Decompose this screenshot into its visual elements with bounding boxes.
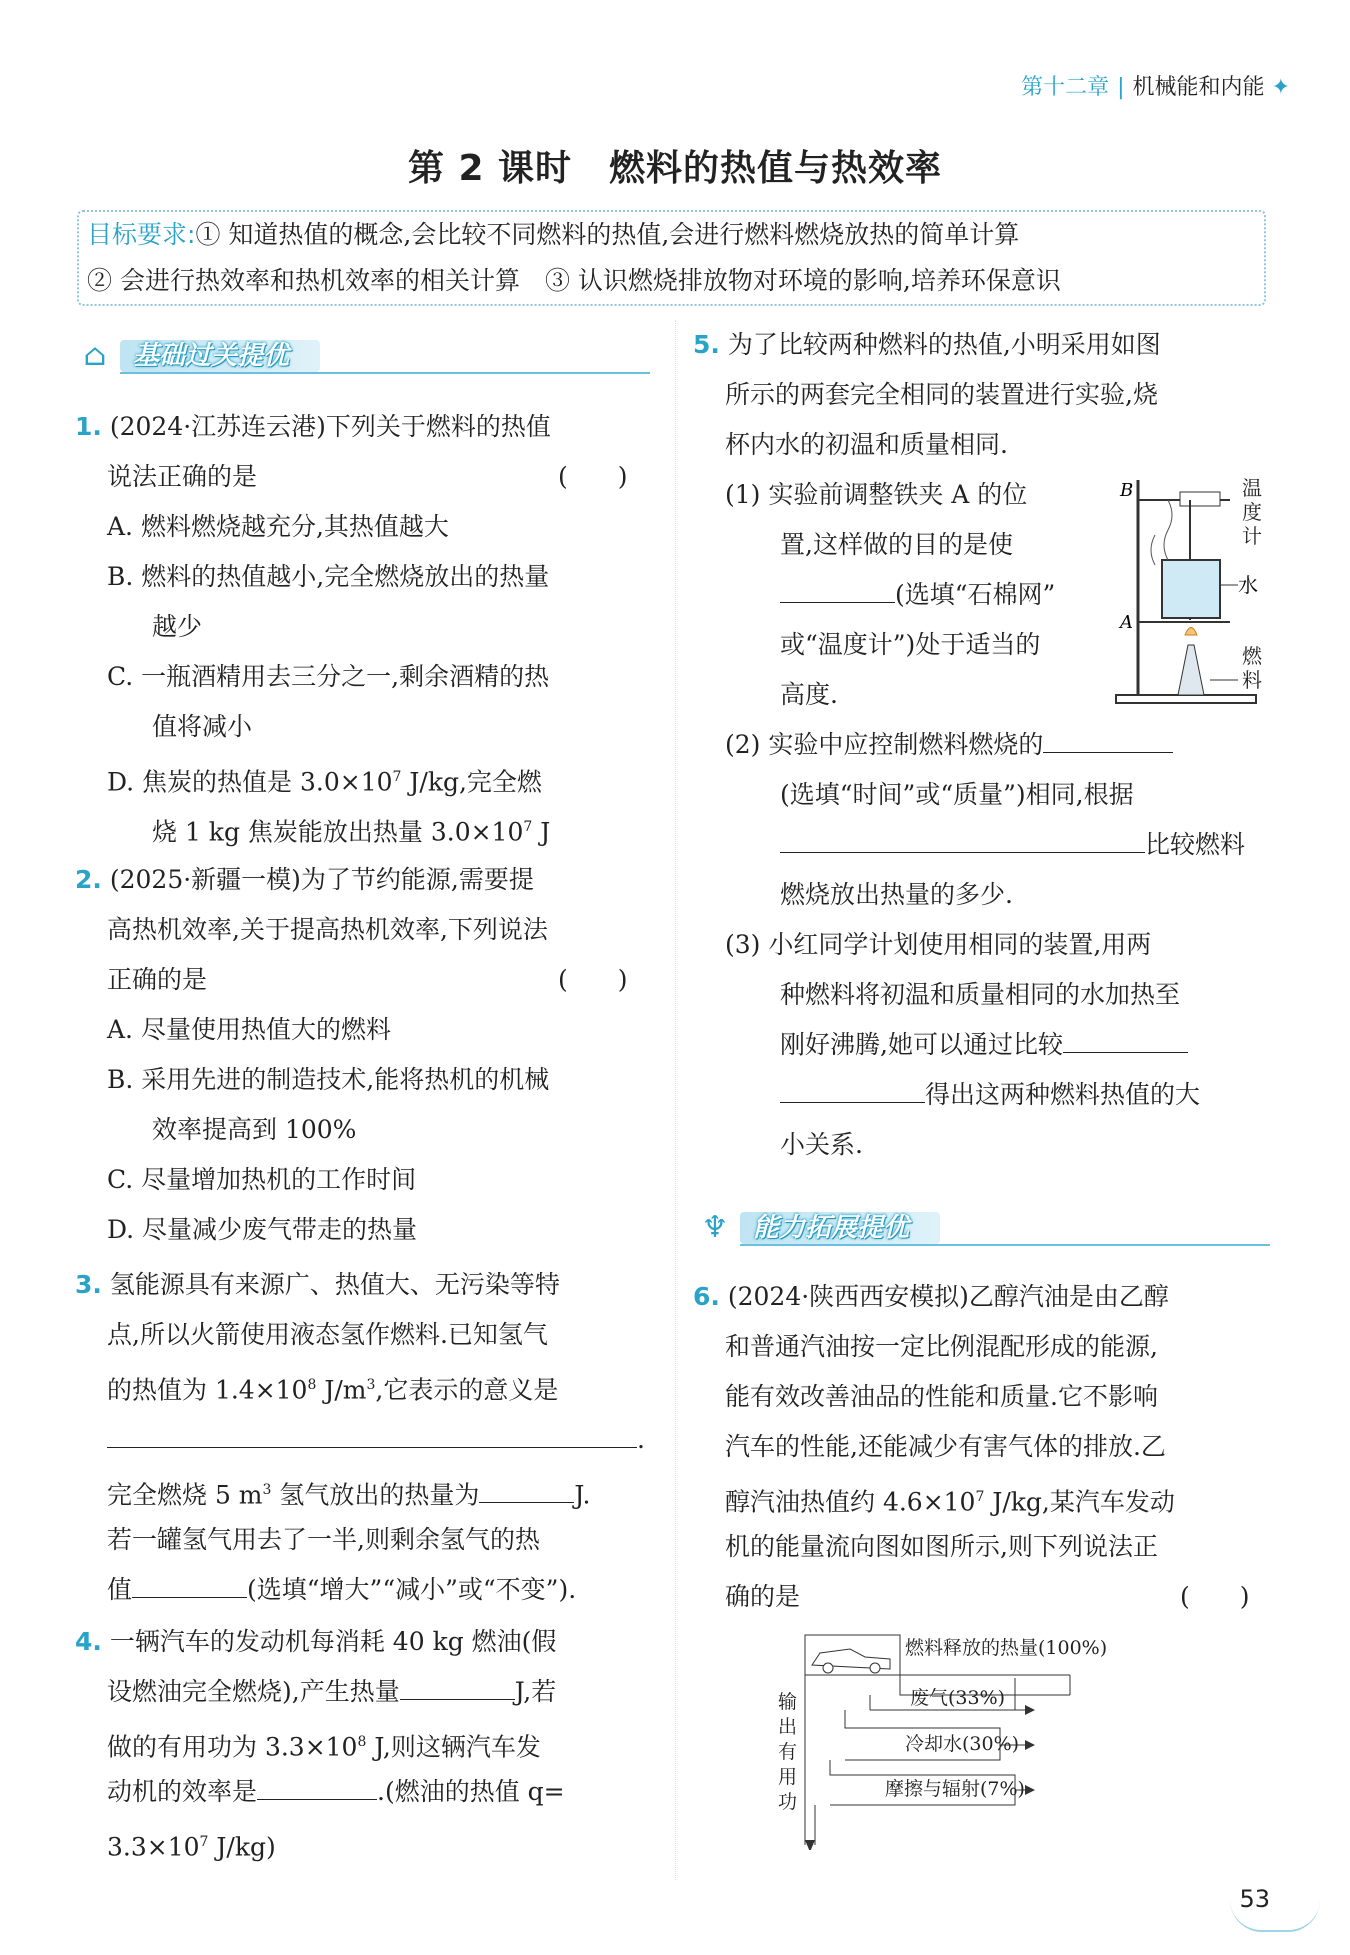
flow-exhaust-label: 废气(33%) bbox=[910, 1687, 1006, 1709]
flow-friction-label: 摩擦与辐射(7%) bbox=[885, 1778, 1025, 1800]
q6-stem-2: 和普通汽油按一定比例混配形成的能源, bbox=[725, 1332, 1158, 1361]
label-thermometer: 温度计 bbox=[1242, 476, 1262, 548]
q3-stem-1: 氢能源具有来源广、热值大、无污染等特 bbox=[109, 1270, 560, 1299]
q5-part1-d: 或“温度计”)处于适当的 bbox=[780, 630, 1041, 659]
q2-option-c: C. 尽量增加热机的工作时间 bbox=[107, 1165, 417, 1194]
flow-useful-label: 输出有用功 bbox=[778, 1691, 798, 1813]
goals-box bbox=[77, 210, 1266, 306]
q1-option-b-1: B. 燃料的热值越小,完全燃烧放出的热量 bbox=[107, 562, 550, 591]
q2-stem-2: 高热机效率,关于提高热机效率,下列说法 bbox=[107, 915, 548, 944]
flow-total-label: 燃料释放的热量(100%) bbox=[905, 1637, 1108, 1659]
q2-option-a: A. 尽量使用热值大的燃料 bbox=[107, 1015, 391, 1044]
q6-stem-6: 机的能量流向图如图所示,则下列说法正 bbox=[725, 1532, 1158, 1561]
section-header-advanced bbox=[695, 1210, 1270, 1246]
q4-stem-4: 动机的效率是 .(燃油的热值 q= bbox=[107, 1767, 565, 1817]
section-rule bbox=[120, 372, 650, 374]
q6-stem-4: 汽车的性能,还能减少有害气体的排放.乙 bbox=[725, 1432, 1166, 1461]
q1-option-c-2: 值将减小 bbox=[152, 712, 253, 741]
q5-blank-2[interactable] bbox=[1043, 724, 1173, 753]
column-divider bbox=[675, 320, 676, 1880]
q4-blank-heat[interactable] bbox=[400, 1671, 515, 1700]
q5-part1-c: (选填“石棉网” bbox=[780, 570, 1055, 620]
goal-1: ① 知道热值的概念,会比较不同燃料的热值,会进行燃料燃烧放热的简单计算 bbox=[195, 220, 1020, 249]
q6-stem-7: 确的是 bbox=[725, 1582, 801, 1611]
q4-stem-1: 一辆汽车的发动机每消耗 40 kg 燃油(假 bbox=[109, 1627, 557, 1656]
q5-blank-5[interactable] bbox=[780, 1074, 925, 1103]
q1-option-d-2: 烧 1 kg 焦炭能放出热量 $3.0\times 10^7$ J bbox=[152, 817, 551, 847]
q3-stem-4: . bbox=[107, 1415, 645, 1465]
q6-stem-1: (2024·陕西西安模拟)乙醇汽油是由乙醇 bbox=[727, 1282, 1169, 1311]
flow-cooling-label: 冷却水(30%) bbox=[905, 1733, 1020, 1755]
q5-line-1 bbox=[693, 320, 1161, 370]
q5-part1-b: 置,这样做的目的是使 bbox=[780, 530, 1013, 559]
q6-stem-5: 醇汽油热值约 $4.6\times 10^7$ J/kg,某汽车发动 bbox=[725, 1487, 1175, 1517]
q6-number: 6. bbox=[693, 1282, 720, 1311]
q5-part2-b: (选填“时间”或“质量”)相同,根据 bbox=[780, 780, 1134, 809]
section-title: 基础过关提优 bbox=[133, 341, 290, 371]
house-icon: ⌂ bbox=[83, 338, 107, 373]
section-title: 能力拓展提优 bbox=[753, 1213, 910, 1243]
q2-option-b-1: B. 采用先进的制造技术,能将热机的机械 bbox=[107, 1065, 550, 1094]
q5-stem-2: 所示的两套完全相同的装置进行实验,烧 bbox=[725, 380, 1158, 409]
page-swoosh bbox=[1230, 1900, 1320, 1932]
goals-line-2: ② 会进行热效率和热机效率的相关计算 ③ 认识燃烧排放物对环境的影响,培养环保意识 bbox=[87, 266, 1061, 295]
q5-part1-a: (1) 实验前调整铁夹 A 的位 bbox=[725, 480, 1028, 509]
section-label: 机械能和内能 bbox=[1132, 75, 1265, 100]
q1-number: 1. bbox=[75, 412, 102, 441]
q5-stem-3: 杯内水的初温和质量相同. bbox=[725, 430, 1008, 459]
q5-blank-4[interactable] bbox=[1063, 1024, 1188, 1053]
q5-part3-b: 种燃料将初温和质量相同的水加热至 bbox=[780, 980, 1181, 1009]
label-fuel: 燃料 bbox=[1242, 644, 1262, 692]
q2-stem-3: 正确的是 bbox=[107, 965, 208, 994]
q3-stem-7: 值 (选填“增大”“减小”或“不变”). bbox=[107, 1565, 576, 1615]
q5-stem-1: 为了比较两种燃料的热值,小明采用如图 bbox=[727, 330, 1161, 359]
label-water: 水 bbox=[1238, 573, 1258, 597]
q3-stem-2: 点,所以火箭使用液态氢作燃料.已知氢气 bbox=[107, 1320, 548, 1349]
q1-line-1 bbox=[75, 402, 551, 452]
q5-part3-c: 刚好沸腾,她可以通过比较 bbox=[780, 1020, 1188, 1070]
q6-answer-paren[interactable]: ( ) bbox=[1180, 1582, 1250, 1611]
q3-line-1 bbox=[75, 1260, 560, 1310]
q1-option-b-2: 越少 bbox=[152, 612, 203, 641]
q3-number: 3. bbox=[75, 1270, 102, 1299]
q3-blank-heat[interactable] bbox=[479, 1474, 574, 1503]
q3-stem-6: 若一罐氢气用去了一半,则剩余氢气的热 bbox=[107, 1525, 540, 1554]
goals-label: 目标要求: bbox=[87, 220, 196, 249]
section-rule bbox=[740, 1244, 1270, 1246]
q5-part2-a: (2) 实验中应控制燃料燃烧的 bbox=[725, 720, 1173, 770]
q5-part3-d: 得出这两种燃料热值的大 bbox=[780, 1070, 1200, 1120]
label-A: A bbox=[1120, 612, 1133, 633]
q6-stem-3: 能有效改善油品的性能和质量.它不影响 bbox=[725, 1382, 1158, 1411]
q2-line-1 bbox=[75, 855, 534, 905]
q1-stem-2: 说法正确的是 bbox=[107, 462, 258, 491]
q4-stem-2: 设燃油完全燃烧),产生热量 J,若 bbox=[107, 1667, 556, 1717]
q5-blank-1[interactable] bbox=[780, 574, 895, 603]
section-header-basic bbox=[75, 338, 650, 374]
q2-stem-1: (2025·新疆一模)为了节约能源,需要提 bbox=[109, 865, 534, 894]
q3-stem-3: 的热值为 $1.4\times 10^8$ $J/m^3$,它表示的意义是 bbox=[107, 1375, 559, 1405]
q2-number: 2. bbox=[75, 865, 102, 894]
trophy-icon: ♆ bbox=[701, 1210, 729, 1245]
chapter-label: 第十二章 bbox=[1021, 75, 1110, 100]
q4-number: 4. bbox=[75, 1627, 102, 1656]
q5-part1-e: 高度. bbox=[780, 680, 838, 709]
page-number: 53 bbox=[1239, 1885, 1270, 1913]
q2-option-d: D. 尽量减少废气带走的热量 bbox=[107, 1215, 418, 1244]
q5-part2-c: 比较燃料 bbox=[780, 820, 1245, 870]
q4-stem-3: 做的有用功为 $3.3\times 10^8$ J,则这辆汽车发 bbox=[107, 1732, 541, 1762]
label-B: B bbox=[1120, 480, 1134, 501]
q1-answer-paren[interactable]: ( ) bbox=[558, 462, 628, 491]
chapter-header bbox=[1021, 70, 1290, 101]
q3-blank-meaning[interactable] bbox=[107, 1419, 637, 1448]
q3-blank-change[interactable] bbox=[132, 1569, 247, 1598]
q5-number: 5. bbox=[693, 330, 720, 359]
q1-option-c-1: C. 一瓶酒精用去三分之一,剩余酒精的热 bbox=[107, 662, 550, 691]
q1-stem-1: (2024·江苏连云港)下列关于燃料的热值 bbox=[109, 412, 551, 441]
q5-part3-a: (3) 小红同学计划使用相同的装置,用两 bbox=[725, 930, 1152, 959]
q5-part3-e: 小关系. bbox=[780, 1130, 863, 1159]
q4-line-1 bbox=[75, 1617, 556, 1667]
sparkle-icon: ✦ bbox=[1271, 75, 1290, 100]
goals-line-1 bbox=[87, 212, 1019, 258]
page-title: 第 2 课时 燃料的热值与热效率 bbox=[407, 148, 943, 189]
q4-blank-efficiency[interactable] bbox=[257, 1771, 377, 1800]
header-divider: | bbox=[1117, 75, 1125, 100]
q3-stem-5: 完全燃烧 5 $m^3$ 氢气放出的热量为 J. bbox=[107, 1465, 590, 1520]
q5-part2-d: 燃烧放出热量的多少. bbox=[780, 880, 1013, 909]
q4-stem-5: $3.3\times 10^7$ J/kg) bbox=[107, 1832, 276, 1862]
q5-blank-3[interactable] bbox=[780, 824, 1145, 853]
q2-answer-paren[interactable]: ( ) bbox=[558, 965, 628, 994]
q1-option-a: A. 燃料燃烧越充分,其热值越大 bbox=[107, 512, 449, 541]
q2-option-b-2: 效率提高到 100% bbox=[152, 1115, 357, 1144]
q1-option-d-1: D. 焦炭的热值是 $3.0\times 10^7$ J/kg,完全燃 bbox=[107, 767, 542, 797]
q6-line-1 bbox=[693, 1272, 1169, 1322]
